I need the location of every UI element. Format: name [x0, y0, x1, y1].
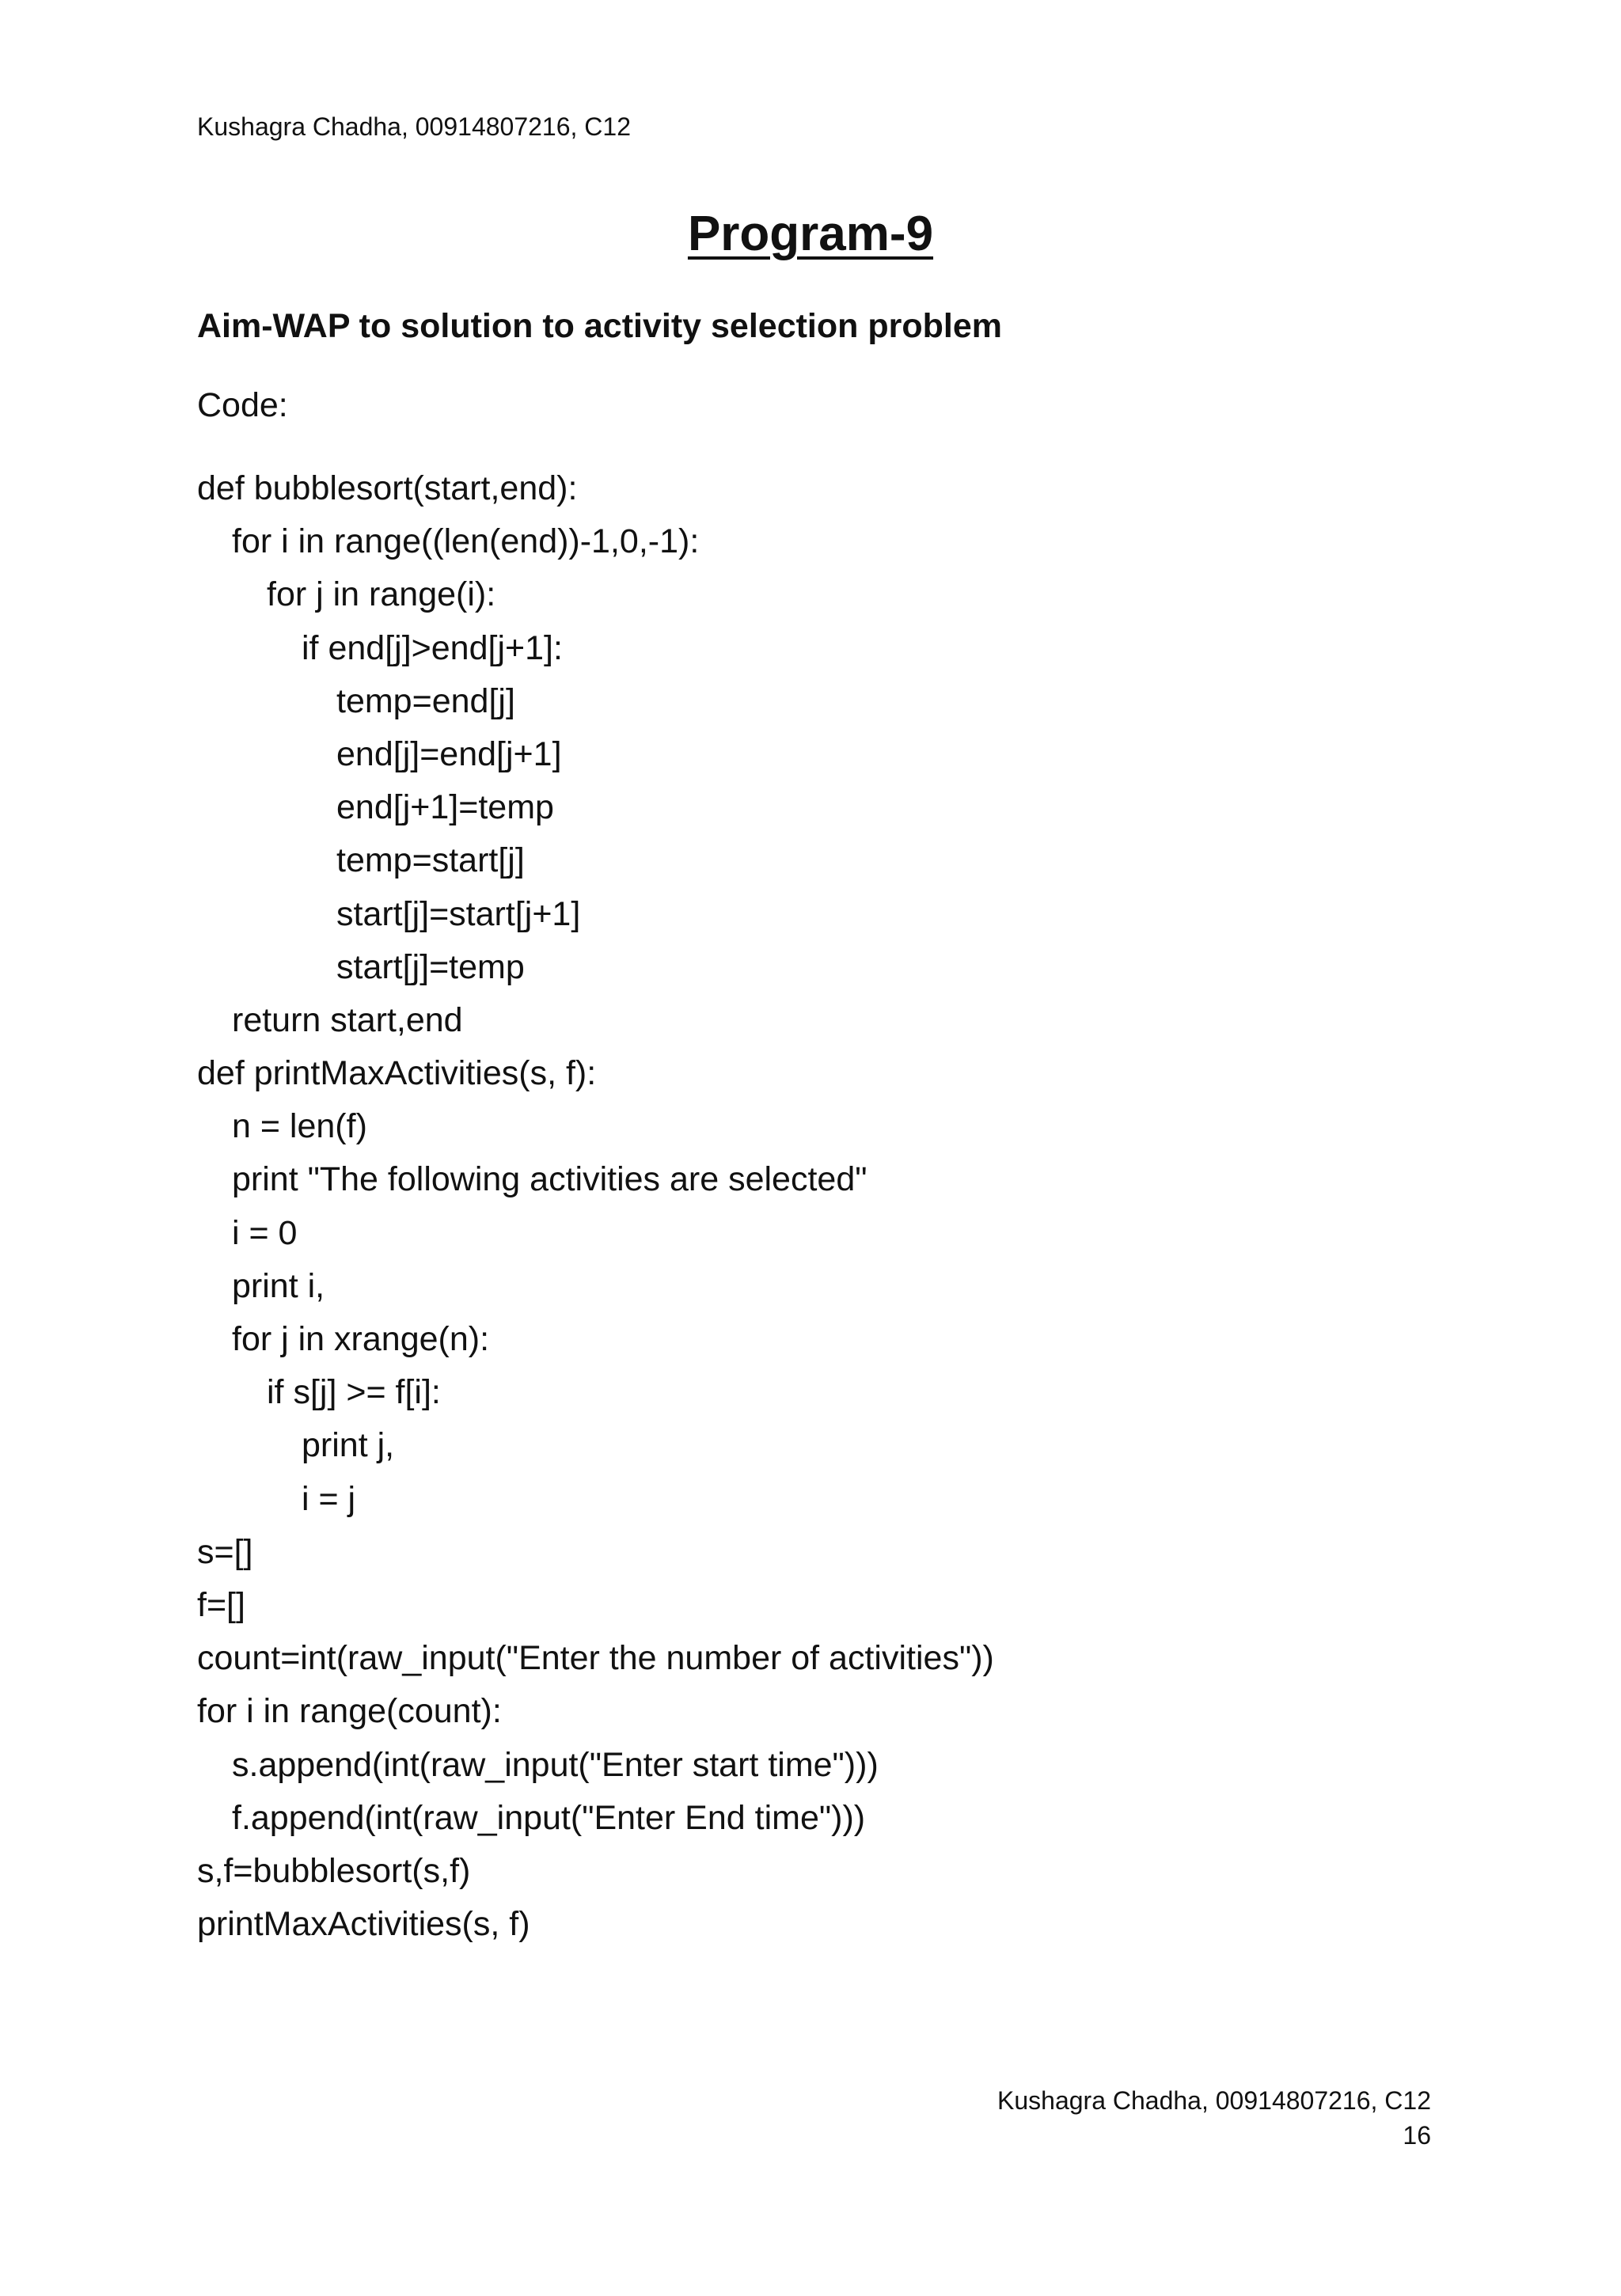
code-line: end[j]=end[j+1]	[336, 734, 562, 773]
code-line: temp=start[j]	[336, 841, 525, 880]
code-line: print "The following activities are selected"	[232, 1160, 867, 1199]
code-line: for i in range((len(end))-1,0,-1):	[232, 522, 700, 561]
code-line: end[j+1]=temp	[336, 788, 554, 827]
code-line: i = j	[302, 1479, 356, 1518]
code-line: return start,end	[232, 1000, 463, 1039]
page-number: 16	[1403, 2121, 1431, 2150]
code-line: f=[]	[197, 1585, 245, 1624]
code-line: count=int(raw_input("Enter the number of activities"))	[197, 1639, 994, 1678]
code-line: if s[j] >= f[i]:	[267, 1373, 441, 1412]
page-title: Program-9	[687, 207, 934, 261]
code-line: for j in xrange(n):	[232, 1320, 490, 1358]
code-line: i = 0	[232, 1213, 298, 1252]
code-line: printMaxActivities(s, f)	[197, 1905, 530, 1944]
code-line: print j,	[302, 1426, 395, 1465]
code-line: def printMaxActivities(s, f):	[197, 1054, 597, 1093]
code-line: s,f=bubblesort(s,f)	[197, 1851, 471, 1890]
code-label: Code:	[197, 386, 288, 424]
code-block	[197, 462, 1463, 1951]
page-footer	[997, 2083, 1431, 2153]
aim-statement: Aim-WAP to solution to activity selection problem	[197, 307, 1002, 345]
footer-author: Kushagra Chadha, 00914807216, C12	[997, 2086, 1431, 2115]
code-line: s.append(int(raw_input("Enter start time")))	[232, 1745, 879, 1784]
code-line: print i,	[232, 1266, 325, 1305]
code-line: if end[j]>end[j+1]:	[302, 628, 563, 667]
code-line: f.append(int(raw_input("Enter End time")))	[232, 1798, 866, 1837]
code-line: for j in range(i):	[267, 575, 496, 614]
code-line: for i in range(count):	[197, 1692, 502, 1731]
code-line: temp=end[j]	[336, 681, 515, 720]
code-line: start[j]=temp	[336, 947, 525, 986]
code-line: start[j]=start[j+1]	[336, 894, 581, 933]
code-line: s=[]	[197, 1532, 253, 1571]
code-line: n = len(f)	[232, 1107, 367, 1146]
code-line: def bubblesort(start,end):	[197, 469, 578, 507]
page-header: Kushagra Chadha, 00914807216, C12	[197, 112, 631, 141]
